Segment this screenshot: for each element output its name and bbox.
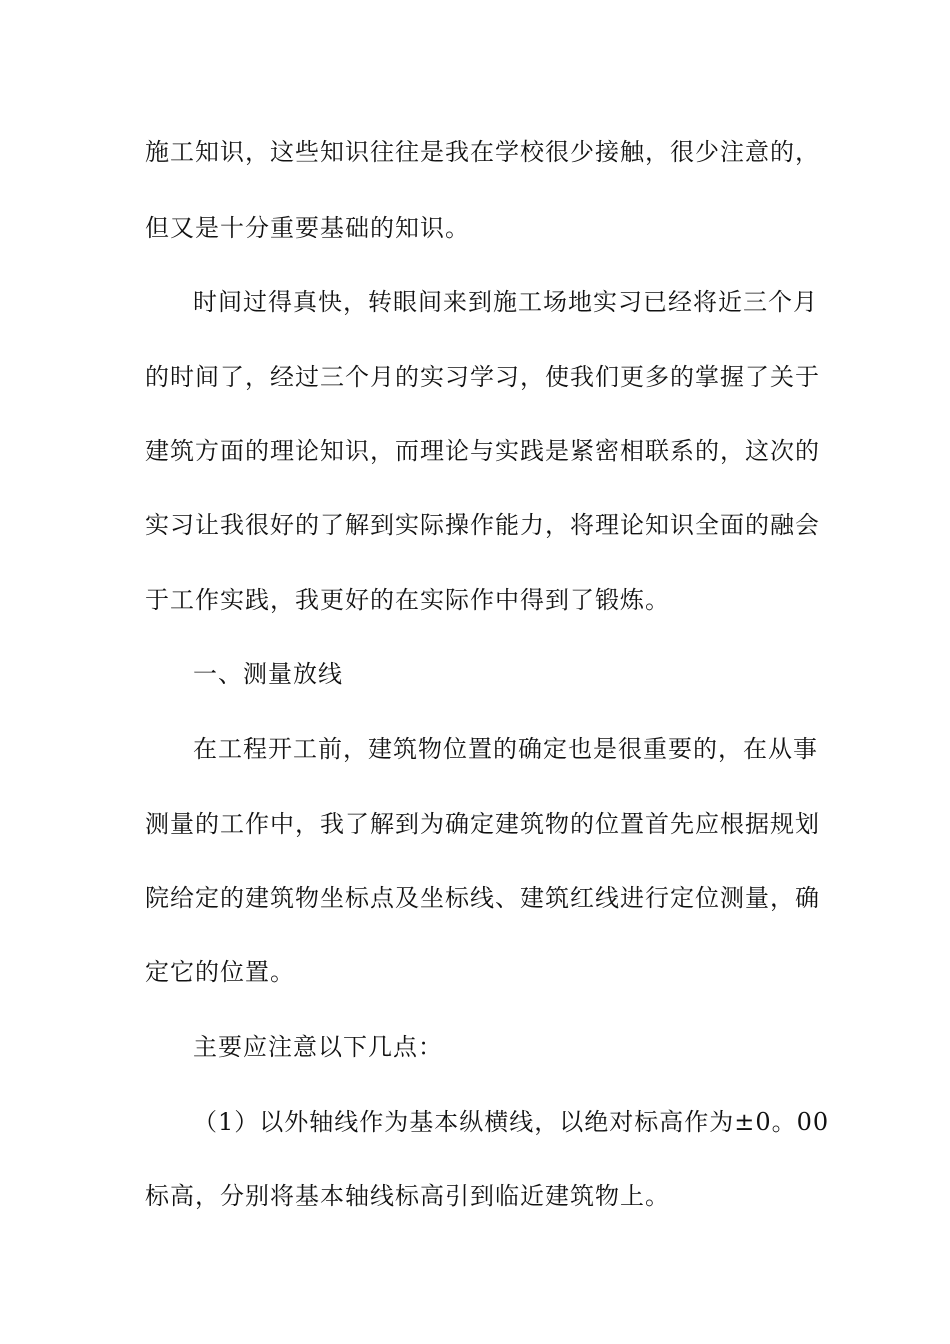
- paragraph-start-line: 时间过得真快，转眼间来到施工场地实习已经将近三个月: [193, 288, 818, 316]
- text-line: 标高，分别将基本轴线标高引到临近建筑物上。: [145, 1182, 670, 1210]
- text-line: 施工知识，这些知识往往是我在学校很少接触，很少注意的，: [145, 138, 820, 166]
- text-line: 建筑方面的理论知识，而理论与实践是紧密相联系的，这次的: [145, 437, 820, 465]
- text-line: 定它的位置。: [145, 958, 295, 986]
- list-item-line: （1）以外轴线作为基本纵横线，以绝对标高作为±0。00: [193, 1108, 830, 1136]
- text-line: 的时间了，经过三个月的实习学习，使我们更多的掌握了关于: [145, 363, 820, 391]
- paragraph-start-line: 主要应注意以下几点：: [193, 1033, 443, 1061]
- text-line: 但又是十分重要基础的知识。: [145, 214, 470, 242]
- text-line: 院给定的建筑物坐标点及坐标线、建筑红线进行定位测量，确: [145, 884, 820, 912]
- text-line: 测量的工作中，我了解到为确定建筑物的位置首先应根据规划: [145, 810, 820, 838]
- text-line: 实习让我很好的了解到实际操作能力，将理论知识全面的融会: [145, 511, 820, 539]
- section-heading: 一、测量放线: [193, 660, 343, 688]
- text-line: 于工作实践，我更好的在实际作中得到了锻炼。: [145, 586, 670, 614]
- paragraph-start-line: 在工程开工前，建筑物位置的确定也是很重要的，在从事: [193, 735, 818, 763]
